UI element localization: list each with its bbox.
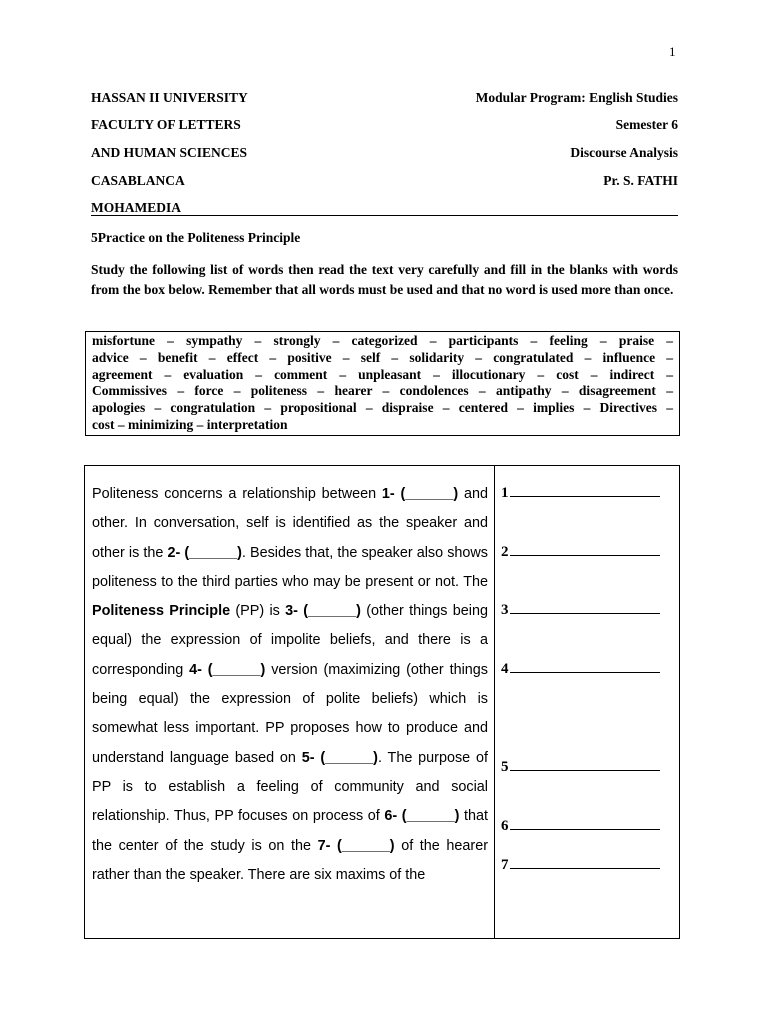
passage-segment: (other things being equal) the expression of impolite beliefs, and there is a corresponding [92, 603, 489, 678]
word-box-line: advice – benefit – effect – positive – self – solidarity – congratulated – influence – [92, 349, 673, 365]
faculty-name: FACULTY OF LETTERS [91, 117, 241, 133]
blank-4: 4- (______) [189, 661, 266, 678]
word-box [85, 331, 680, 436]
exercise-title: 5Practice on the Politeness Principle [91, 230, 301, 245]
instructions: Study the following list of words then read the text very carefully and fill in the blanks with words from the box below. Remember that all words must be used and that no word is used more than once. [91, 262, 678, 297]
professor: Pr. S. FATHI [603, 172, 678, 188]
blank-1: 1- (______) [381, 486, 459, 502]
answer-line-6[interactable] [501, 818, 660, 835]
word-box-line: cost – minimizing – interpretation [92, 416, 288, 432]
answer-line-4[interactable] [501, 661, 660, 678]
answer-number: 7 [501, 857, 509, 873]
answer-line-3[interactable] [501, 602, 660, 619]
passage-segment: and other. In conversation, self is identified as the speaker and other is the [92, 486, 488, 561]
blank-7: 7- (______) [317, 837, 395, 854]
blank-5: 5- (______) [301, 749, 378, 766]
answer-number: 4 [501, 661, 509, 677]
passage-segment: . The purpose of PP is to establish a feeling of community and social relationship. Thus, PP focuses on process of [92, 749, 488, 825]
city: CASABLANCA [91, 172, 185, 188]
word-box-line: misfortune – sympathy – strongly – categorized – participants – feeling – praise – [92, 333, 673, 348]
faculty-name-cont: AND HUMAN SCIENCES [91, 144, 248, 160]
header-row-4 [91, 167, 678, 195]
answer-underline [510, 554, 660, 556]
city-2: MOHAMEDIA [91, 200, 181, 216]
document-header [91, 84, 678, 222]
answer-underline [510, 612, 660, 614]
word-box-line: agreement – evaluation – comment – unpleasant – illocutionary – cost – indirect – [92, 366, 673, 382]
header-row-2 [91, 112, 678, 140]
answer-number: 2 [501, 544, 509, 560]
header-row-3 [91, 139, 678, 167]
answer-line-7[interactable] [501, 857, 660, 874]
answer-underline [510, 495, 660, 497]
header-rule [91, 215, 678, 216]
answer-number: 5 [501, 759, 509, 775]
answer-line-2[interactable] [501, 544, 660, 561]
passage-segment: . Besides that, the speaker also shows politeness to the third parties who may be present or not. The [92, 544, 488, 590]
answer-line-1[interactable] [501, 485, 660, 502]
answer-number: 3 [501, 602, 509, 618]
semester: Semester 6 [615, 117, 678, 133]
course-name: Discourse Analysis [570, 144, 678, 160]
passage-text [92, 480, 488, 890]
passage-segment: of the hearer rather than the speaker. There are six maxims of the [92, 837, 488, 883]
passage-segment: version (maximizing (other things being equal) the expression of polite beliefs) which is somewhat less important. PP proposes how to produce and understand language based on [92, 661, 488, 766]
blank-2: 2- (______) [167, 544, 242, 561]
university-name: HASSAN II UNIVERSITY [91, 89, 248, 105]
answer-underline [510, 867, 660, 869]
table-divider [494, 465, 495, 939]
passage-segment: (PP) is [230, 603, 286, 620]
answer-underline [510, 769, 660, 771]
answer-line-5[interactable] [501, 759, 660, 776]
politeness-principle-term: Politeness Principle [92, 603, 231, 620]
answer-underline [510, 828, 660, 830]
answer-number: 6 [501, 818, 509, 834]
blank-6: 6- (______) [384, 808, 460, 825]
program-name: Modular Program: English Studies [475, 89, 678, 105]
page-number: 1 [669, 44, 676, 59]
answer-number: 1 [501, 485, 509, 501]
answer-underline [510, 671, 660, 673]
passage-segment: that the center of the study is on the [92, 808, 488, 854]
word-box-line: apologies – congratulation – propositional – dispraise – centered – implies – Directives – [92, 400, 673, 416]
header-row-5 [91, 194, 678, 222]
blank-3: 3- (______) [285, 603, 361, 620]
word-box-line: Commissives – force – politeness – hearer – condolences – antipathy – disagreement – [92, 383, 673, 399]
passage-segment: Politeness concerns a relationship between [92, 486, 382, 502]
header-row-1 [91, 84, 678, 112]
